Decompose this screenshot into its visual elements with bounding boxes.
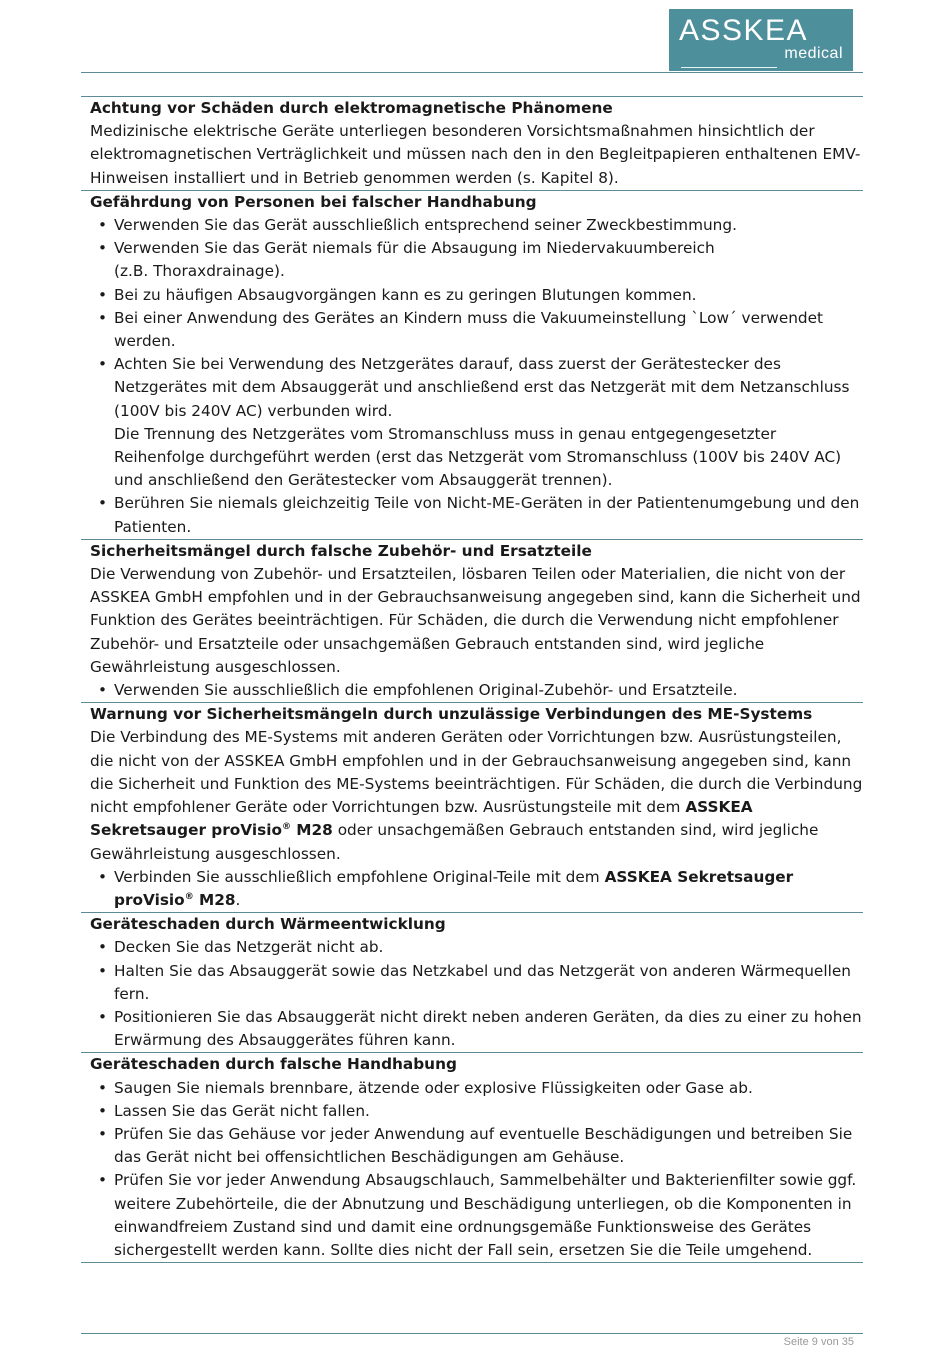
header-rule — [81, 72, 863, 73]
paragraph-part-a: Die Verbindung des ME-Systems mit anderen Geräten oder Vorrichtungen bzw. Ausrüstungsteilen, die nicht von der ASSKEA GmbH empfohlen und in der Gebrauchsanweisung angegeben sind, kann die Sicherheit und Funktion des ME-Systems beeinträchtigen. Für Schäden, die durch die Verbindung nicht empfohlener Geräte oder Vorrichtungen bzw. Ausrüstungsteile mit dem — [90, 728, 863, 817]
section-heading: Achtung vor Schäden durch elektromagnetische Phänomene — [90, 99, 613, 117]
bullet-list — [90, 936, 863, 1052]
list-item: • Verwenden Sie das Gerät ausschließlich entsprechend seiner Zweckbestimmung. — [90, 214, 863, 237]
section-waerme — [81, 912, 863, 1052]
list-item: • Verwenden Sie ausschließlich die empfohlenen Original-Zubehör- und Ersatzteile. — [90, 679, 863, 702]
section-heading: Gefährdung von Personen bei falscher Handhabung — [90, 192, 537, 211]
logo-brand-text: ASSKEA — [679, 14, 809, 47]
section-personen — [81, 190, 863, 539]
list-item: • Verbinden Sie ausschließlich empfohlene Original-Teile mit dem ASSKEA Sekretsauger proVisio® M28. — [90, 866, 863, 912]
list-item: • Prüfen Sie vor jeder Anwendung Absaugschlauch, Sammelbehälter und Bakterienfilter sowie ggf. weitere Zubehörteile, die der Abnutzung und Beschädigung unterliegen, ob die Komponenten in einwandfreiem Zustand sind und damit eine ordnungsgemäße Funktionsweise des Gerätes sichergestellt werden kann. Sollte dies nicht der Fall sein, ersetzen Sie die Teile umgehend. — [90, 1169, 863, 1262]
list-item: • Halten Sie das Absauggerät sowie das Netzkabel und das Netzgerät von anderen Wärmequellen fern. — [90, 960, 863, 1006]
list-item: • Saugen Sie niemals brennbare, ätzende oder explosive Flüssigkeiten oder Gase ab. — [90, 1077, 863, 1100]
paragraph-part-b: oder unsachgemäßen Gebrauch entstanden sind, wird jegliche Gewährleistung ausgeschlossen. — [90, 821, 819, 863]
list-item: • Decken Sie das Netzgerät nicht ab. — [90, 936, 863, 959]
registered-mark: ® — [184, 891, 194, 902]
logo-sub-text: medical — [784, 45, 843, 62]
section-heading: Geräteschaden durch falsche Handhabung — [90, 1055, 457, 1074]
product-name: ASSKEA Sekretsauger proVisio® M28 — [90, 798, 753, 840]
section-heading: Sicherheitsmängel durch falsche Zubehör- und Ersatzteile — [90, 541, 592, 560]
section-heading: Geräteschaden durch Wärmeentwicklung — [90, 915, 446, 934]
section-emv — [81, 96, 863, 190]
section-paragraph — [90, 726, 863, 865]
list-item — [90, 353, 863, 492]
section-handhabung — [81, 1052, 863, 1263]
list-item: • Berühren Sie niemals gleichzeitig Teile von Nicht-ME-Geräten in der Patientenumgebung und den Patienten. — [90, 492, 863, 538]
footer-rule — [81, 1333, 863, 1334]
list-item: • Verwenden Sie das Gerät niemals für die Absaugung im Niedervakuumbereich (z.B. Thoraxdrainage). — [90, 237, 863, 283]
list-item: • Positionieren Sie das Absauggerät nicht direkt neben anderen Geräten, da dies zu einer zu hohen Erwärmung des Absauggerätes führen kann. — [90, 1006, 863, 1052]
bullet-list — [90, 214, 863, 539]
section-me-system — [81, 702, 863, 912]
list-item: • Prüfen Sie das Gehäuse vor jeder Anwendung auf eventuelle Beschädigungen und betreiben Sie das Gerät nicht bei offensichtlichen Beschädigungen am Gehäuse. — [90, 1123, 863, 1169]
product-name: ASSKEA Sekretsauger proVisio® M28 — [114, 867, 794, 909]
section-heading: Warnung vor Sicherheitsmängeln durch unzulässige Verbindungen des ME-Systems — [90, 705, 813, 724]
bullet-list — [90, 679, 863, 702]
list-item-text: • Achten Sie bei Verwendung des Netzgerätes darauf, dass zuerst der Gerätestecker des Netzgerätes mit dem Absauggerät und anschließend erst das Netzgerät mit dem Netzanschluss (100V bis 240V AC) verbunden wird. — [114, 355, 850, 420]
section-paragraph: Die Verwendung von Zubehör- und Ersatzteilen, lösbaren Teilen oder Materialien, die nicht von der ASSKEA GmbH empfohlen und in der Gebrauchsanweisung angegeben sind, kann die Sicherheit und Funktion des Gerätes beeinträchtigen. Für Schäden, die durch die Verwendung nicht empfohlener Zubehör- und Ersatzteile oder unsachgemäßen Gebrauch entstanden sind, wird jegliche Gewährleistung ausgeschlossen. — [90, 565, 861, 676]
list-item-continuation: Die Trennung des Netzgerätes vom Stromanschluss muss in genau entgegengesetzter Reihenfolge durchgeführt werden (erst das Netzgerät vom Stromanschluss (100V bis 240V AC) und anschließend den Gerätestecker vom Absauggerät trennen). — [114, 424, 842, 490]
section-zubehoer — [81, 539, 863, 702]
list-item: • Bei zu häufigen Absaugvorgängen kann es zu geringen Blutungen kommen. — [90, 284, 863, 307]
registered-mark: ® — [281, 822, 291, 833]
list-item: • Bei einer Anwendung des Gerätes an Kindern muss die Vakuumeinstellung `Low´ verwendet werden. — [90, 307, 863, 353]
bullet-list — [90, 866, 863, 912]
list-item: • Lassen Sie das Gerät nicht fallen. — [90, 1100, 863, 1123]
company-logo — [669, 9, 853, 71]
section-paragraph: Medizinische elektrische Geräte unterliegen besonderen Vorsichtsmaßnahmen hinsichtlich der elektromagnetischen Verträglichkeit und müssen nach den in den Begleitpapieren enthaltenen EMV-Hinweisen installiert und in Betrieb genommen werden (s. Kapitel 8). — [90, 122, 861, 187]
list-item-text: Verbinden Sie ausschließlich empfohlene Original-Teile mit dem — [114, 867, 605, 886]
bullet-list — [90, 1077, 863, 1263]
page-content — [81, 96, 863, 1263]
page-number: Seite 9 von 35 — [783, 1336, 854, 1348]
logo-divider — [681, 67, 777, 68]
